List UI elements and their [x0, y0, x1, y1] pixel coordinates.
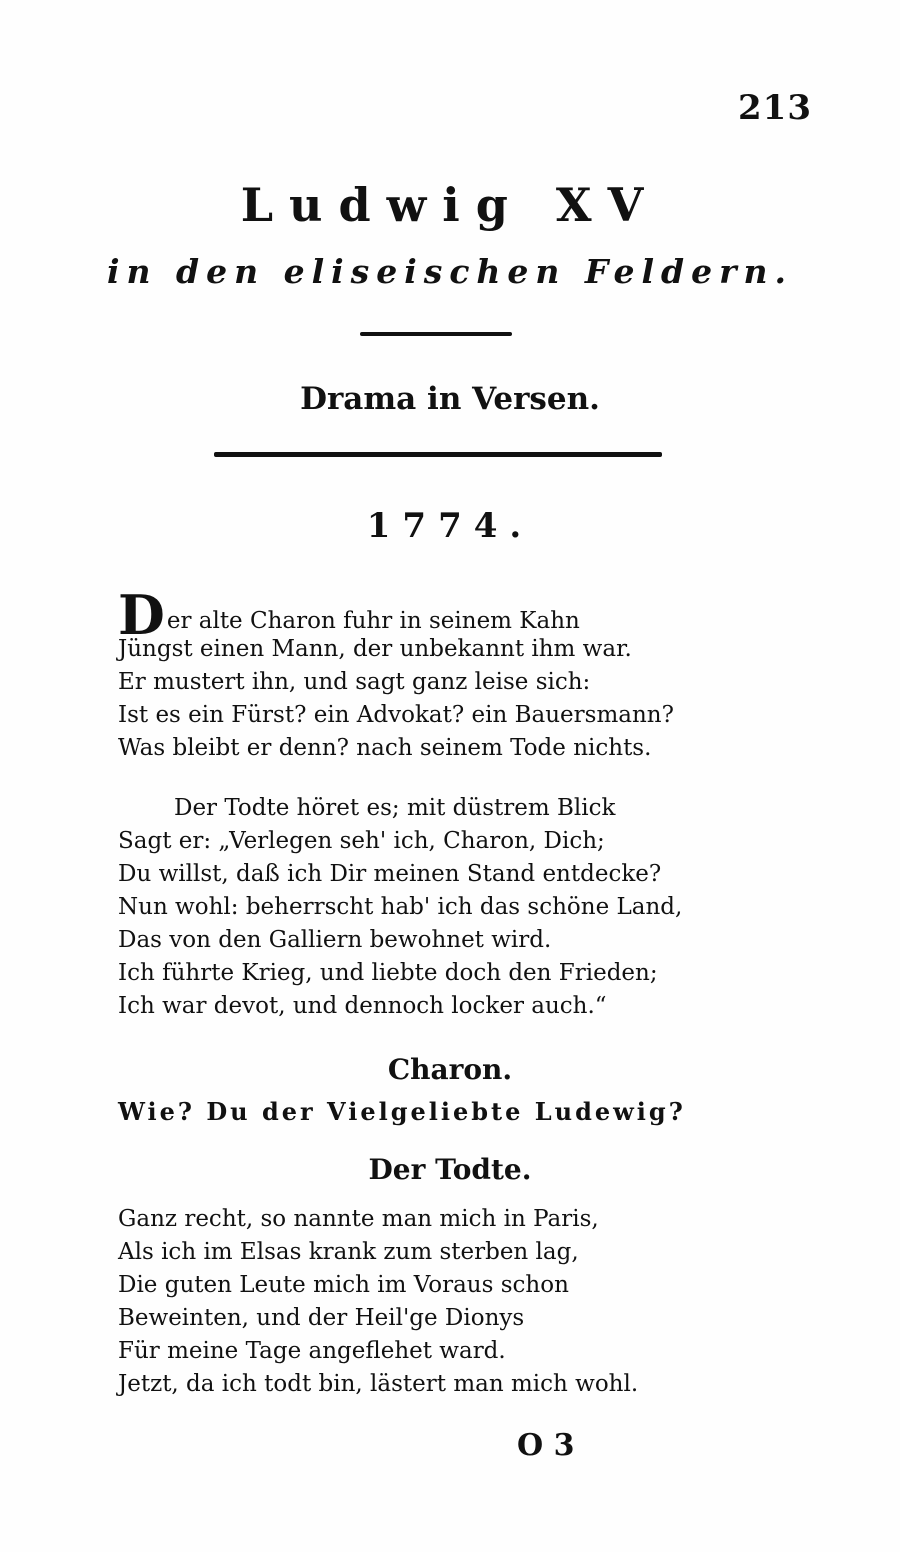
speaker-todte: Der Todte. — [368, 1153, 532, 1186]
verse-line: Was bleibt er denn? nach seinem Tode nichts. — [118, 735, 652, 761]
charon-line: Wie? Du der Vielgeliebte Ludewig? — [118, 1097, 686, 1126]
verse-line: Sagt er: „Verlegen seh' ich, Charon, Dich; — [118, 828, 605, 854]
long-divider — [214, 452, 662, 457]
verse-line: Ich führte Krieg, und liebte doch den Frieden; — [118, 960, 658, 986]
drop-cap: D — [118, 583, 165, 647]
verse-line: Die guten Leute mich im Voraus schon — [118, 1272, 569, 1298]
page-subtitle: in den eliseischen Feldern. — [107, 252, 793, 291]
verse-line: Das von den Galliern bewohnet wird. — [118, 927, 552, 953]
verse-line: Jüngst einen Mann, der unbekannt ihm war. — [118, 636, 632, 662]
verse-line: Beweinten, und der Heil'ge Dionys — [118, 1305, 525, 1331]
verse-line: Ist es ein Fürst? ein Advokat? ein Bauersmann? — [118, 702, 674, 728]
stanza-3 — [118, 1203, 638, 1401]
verse-line: Nun wohl: beherrscht hab' ich das schöne Land, — [118, 894, 683, 920]
verse-line: Ich war devot, und dennoch locker auch.“ — [118, 993, 607, 1019]
verse-line: Du willst, daß ich Dir meinen Stand entdecke? — [118, 861, 662, 887]
verse-line: Der alte Charon fuhr in seinem Kahn — [118, 583, 580, 647]
verse-line: Der Todte höret es; mit düstrem Blick — [174, 795, 616, 821]
catchword-signature: O 3 — [517, 1428, 575, 1463]
verse-line: Er mustert ihn, und sagt ganz leise sich: — [118, 669, 591, 695]
stanza-2 — [118, 792, 682, 1023]
page-title: Ludwig XV — [240, 178, 660, 232]
year-heading: 1774. — [366, 506, 534, 546]
verse-line: Als ich im Elsas krank zum sterben lag, — [118, 1239, 579, 1265]
speaker-charon: Charon. — [387, 1053, 513, 1086]
short-divider — [360, 332, 512, 336]
stanza-1 — [118, 583, 674, 765]
verse-line: Ganz recht, so nannte man mich in Paris, — [118, 1206, 599, 1232]
page-number: 213 — [738, 88, 812, 128]
verse-line: Jetzt, da ich todt bin, lästert man mich wohl. — [118, 1371, 639, 1397]
genre-heading: Drama in Versen. — [300, 381, 600, 417]
verse-line: Für meine Tage angeflehet ward. — [118, 1338, 506, 1364]
